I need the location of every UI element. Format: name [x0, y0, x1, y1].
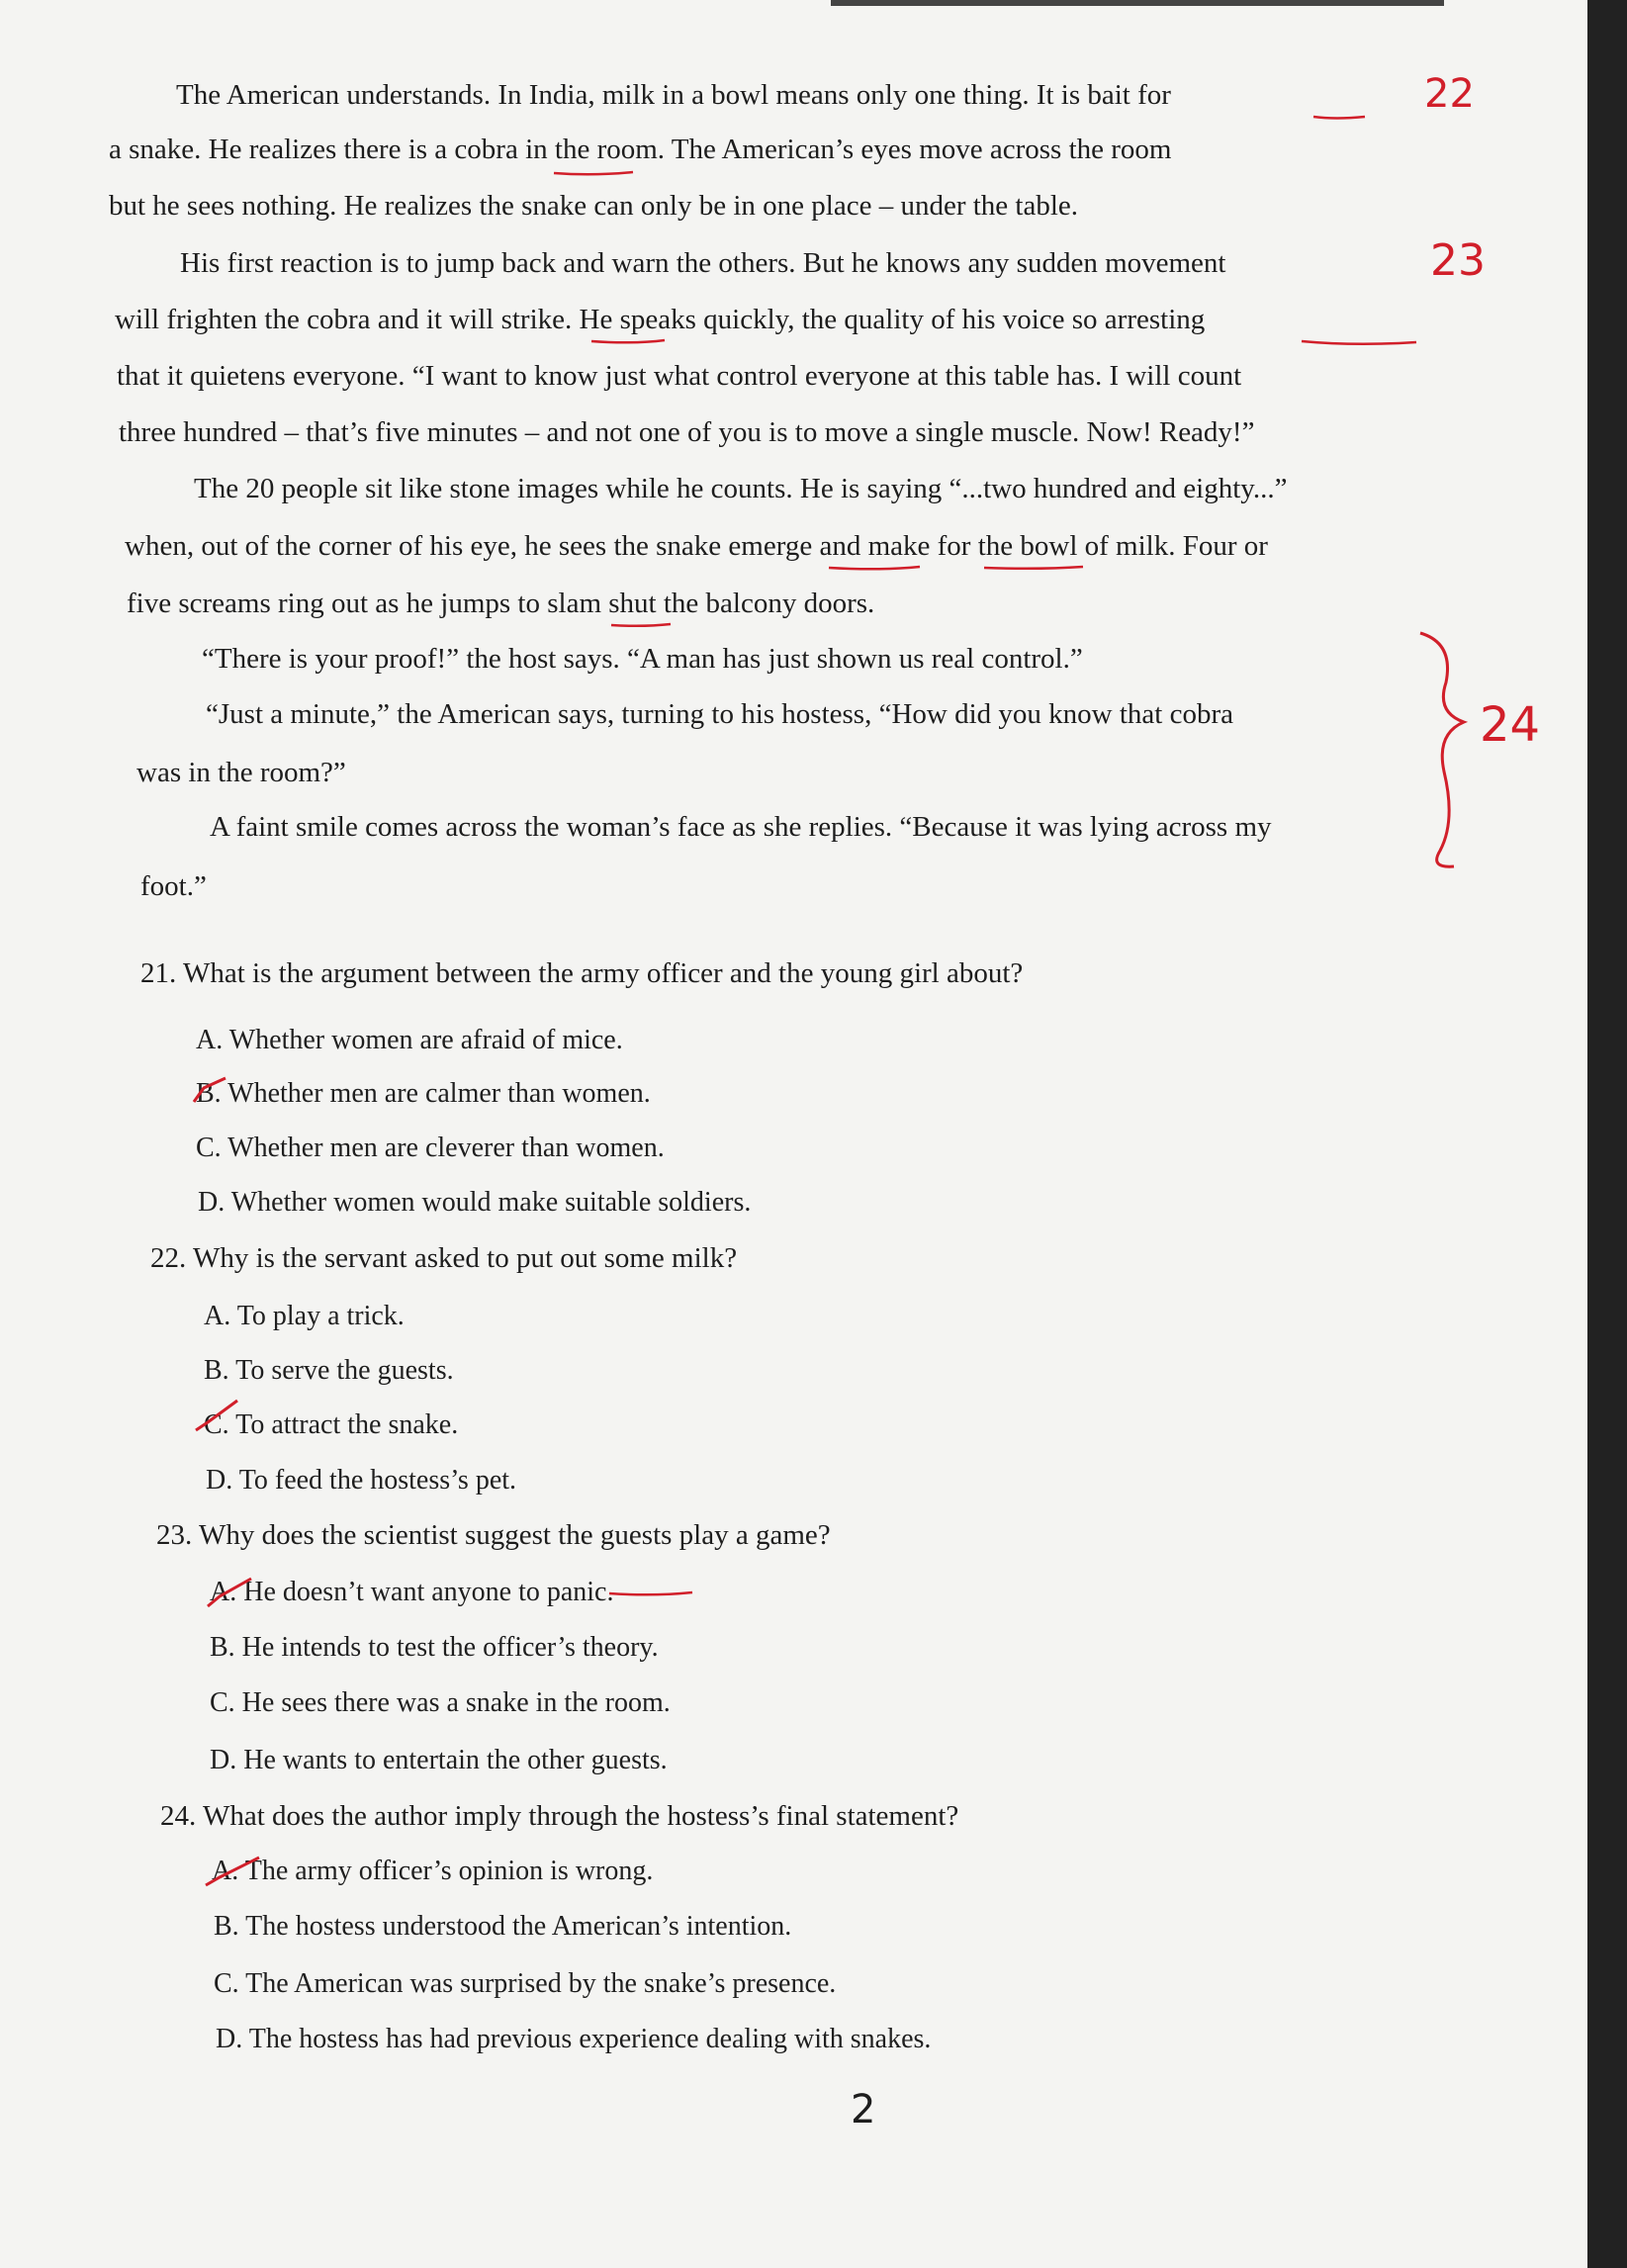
option-23-b: B. He intends to test the officer’s theory.	[210, 1632, 659, 1663]
margin-mark-22: 22	[1424, 71, 1475, 117]
option-24-b: B. The hostess understood the American’s intention.	[214, 1911, 792, 1942]
passage-line: A faint smile comes across the woman’s face as she replies. “Because it was lying across my	[210, 811, 1272, 843]
option-21-d: D. Whether women would make suitable soldiers.	[198, 1187, 752, 1218]
passage-line: The 20 people sit like stone images while he counts. He is saying “...two hundred and eighty...”	[194, 473, 1288, 504]
passage-line: “Just a minute,” the American says, turning to his hostess, “How did you know that cobra	[206, 698, 1233, 730]
margin-mark-23: 23	[1430, 235, 1486, 286]
margin-mark-24: 24	[1480, 697, 1541, 753]
scan-edge	[1587, 0, 1627, 2268]
option-22-b: B. To serve the guests.	[204, 1355, 454, 1386]
question-stem-21: 21. What is the argument between the army officer and the young girl about?	[140, 957, 1024, 989]
option-24-a: A. The army officer’s opinion is wrong.	[212, 1856, 654, 1886]
passage-line: The American understands. In India, milk in a bowl means only one thing. It is bait for	[176, 79, 1171, 111]
option-21-c: C. Whether men are cleverer than women.	[196, 1133, 665, 1163]
passage-line: but he sees nothing. He realizes the snake can only be in one place – under the table.	[109, 190, 1079, 222]
option-24-c: C. The American was surprised by the snake’s presence.	[214, 1968, 837, 1999]
option-23-c: C. He sees there was a snake in the room.	[210, 1687, 671, 1718]
option-22-a: A. To play a trick.	[204, 1301, 405, 1331]
passage-line: five screams ring out as he jumps to slam shut the balcony doors.	[127, 588, 875, 619]
passage-line: “There is your proof!” the host says. “A man has just shown us real control.”	[202, 643, 1083, 675]
option-21-a: A. Whether women are afraid of mice.	[196, 1025, 623, 1055]
option-23-d: D. He wants to entertain the other guests.	[210, 1745, 668, 1775]
question-stem-22: 22. Why is the servant asked to put out some milk?	[150, 1242, 738, 1274]
option-22-d: D. To feed the hostess’s pet.	[206, 1465, 517, 1496]
passage-line: three hundred – that’s five minutes – and not one of you is to move a single muscle. Now! Ready!”	[119, 416, 1255, 448]
passage-line: when, out of the corner of his eye, he sees the snake emerge and make for the bowl of milk. Four or	[125, 530, 1268, 562]
passage-line: was in the room?”	[136, 757, 346, 788]
option-22-c: C. To attract the snake.	[204, 1409, 459, 1440]
option-21-b: B. Whether men are calmer than women.	[196, 1078, 651, 1109]
question-stem-23: 23. Why does the scientist suggest the guests play a game?	[156, 1519, 831, 1551]
question-stem-24: 24. What does the author imply through the hostess’s final statement?	[160, 1800, 959, 1832]
passage-line: that it quietens everyone. “I want to know just what control everyone at this table has. I will count	[117, 360, 1242, 392]
page-number: 2	[851, 2087, 876, 2132]
option-23-a: A. He doesn’t want anyone to panic.	[210, 1577, 614, 1607]
option-24-d: D. The hostess has had previous experience dealing with snakes.	[216, 2024, 932, 2054]
passage-line: His first reaction is to jump back and warn the others. But he knows any sudden movement	[180, 247, 1226, 279]
passage-line: a snake. He realizes there is a cobra in the room. The American’s eyes move across the room	[109, 134, 1172, 165]
passage-line: will frighten the cobra and it will strike. He speaks quickly, the quality of his voice so arresting	[115, 304, 1206, 335]
scan-top-shadow	[831, 0, 1444, 6]
passage-line: foot.”	[140, 870, 207, 902]
